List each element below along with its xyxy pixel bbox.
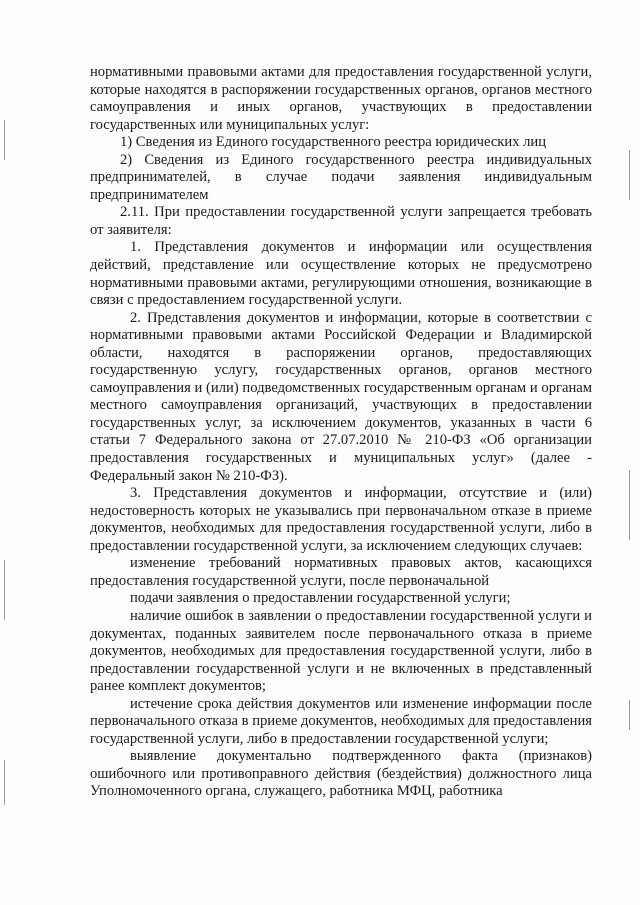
scan-edge-mark (4, 560, 5, 620)
paragraph: 1. Представления документов и информации или осуществления действий, представление или осуществление которых не предусмотрено нормативными правовыми актами, регулирующими отношения, возникающие в связи с предоставлением государственной услуги. (90, 239, 592, 309)
scan-edge-mark (4, 760, 5, 805)
paragraph: 1) Сведения из Единого государственного реестра юридических лиц (120, 134, 547, 151)
paragraph: нормативными правовыми актами для предоставления государственной услуги, которые находятся в распоряжении государственных органов, органов местного самоуправления и иных органов, участвующих в предоставлении государственных или муниципальных услуг: (90, 64, 592, 133)
paragraph: выявление документально подтвержденного факта (признаков) ошибочного или противоправного действия (бездействия) должностного лица Уполномоченного органа, служащего, работника МФЦ, работника (90, 748, 592, 800)
document-body (90, 64, 592, 801)
scan-edge-mark (629, 700, 630, 730)
paragraph: 2) Сведения из Единого государственного реестра индивидуальных предпринимателей, в случае подачи заявления индивидуальным предпринимателем (90, 151, 592, 203)
scan-edge-mark (629, 150, 630, 200)
scan-edge-mark (629, 470, 630, 540)
paragraph: наличие ошибок в заявлении о предоставлении государственной услуги и документах, поданных заявителем после первоначального отказа в приеме документов, необходимых для предоставления государственной услуги, либо в предоставлении государственной услуги и не включенных в представленный ранее комплект документов; (90, 607, 592, 695)
paragraph: изменение требований нормативных правовых актов, касающихся предоставления государственной услуги, после первоначальной (90, 555, 592, 589)
paragraph: 2. Представления документов и информации, которые в соответствии с нормативными правовыми актами Российской Федерации и Владимирской области, находятся в распоряжении органов, предоставляющих государственную услугу, государственных органов, органов местного самоуправления и (или) подведомственных государственным органам и органам местного самоуправления организаций, участвующих в предоставлении государственных услуг, за исключением документов, указанных в части 6 статьи 7 Федерального закона от 27.07.2010 № 210-ФЗ «Об организации предоставления государственных и муниципальных услуг» (далее - Федеральный закон № 210-ФЗ). (90, 309, 592, 484)
scan-edge-mark (4, 120, 5, 160)
paragraph: истечение срока действия документов или изменение информации после первоначального отказа в приеме документов, необходимых для предоставления государственной услуги, либо в предоставлении государственной услуги; (90, 695, 592, 747)
paragraph: 2.11. При предоставлении государственной услуги запрещается требовать от заявителя: (90, 204, 592, 238)
paragraph: подачи заявления о предоставлении государственной услуги; (130, 590, 511, 607)
paragraph: 3. Представления документов и информации, отсутствие и (или) недостоверность которых не указывались при первоначальном отказе в приеме документов, необходимых для предоставления государственной услуги, либо в предоставлении государственной услуги, за исключением следующих случаев: (90, 485, 592, 554)
